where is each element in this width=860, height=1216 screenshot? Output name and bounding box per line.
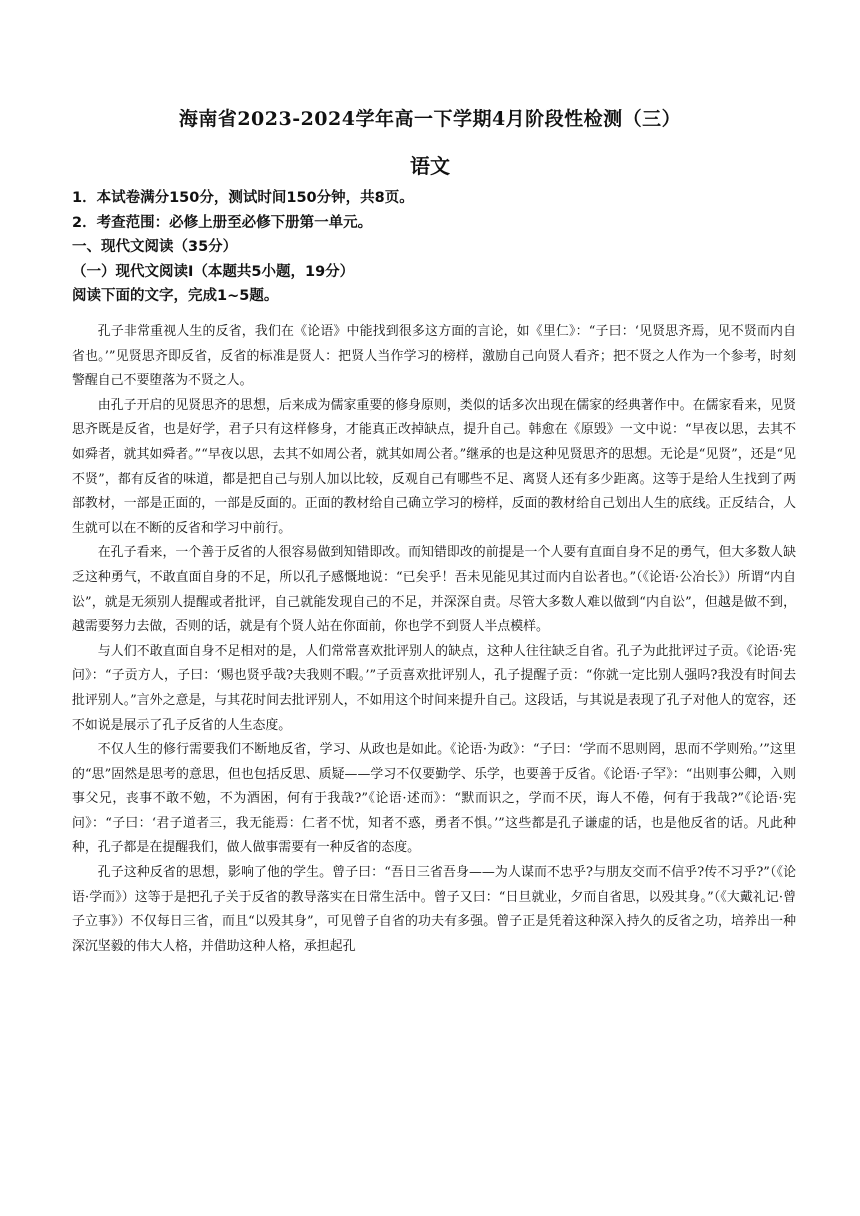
- subject-title: 语文: [410, 154, 450, 178]
- reading-prompt: 阅读下面的文字，完成1~5题。: [72, 288, 279, 304]
- section-subheading: （一）现代文阅读Ⅰ（本题共5小题，19分）: [72, 263, 355, 280]
- exam-title: 海南省2023-2024学年高一下学期4月阶段性检测（三）: [178, 108, 682, 130]
- exam-notes: [72, 186, 796, 309]
- passage-paragraph: 孔子非常重视人生的反省，我们在《论语》中能找到很多这方面的言论，如《里仁》：“子曰：‘见贤思齐焉，见不贤而内自省也。’”见贤思齐即反省，反省的标准是贤人：把贤人当作学习的榜样，激励自己向贤人看齐；把不贤之人作为一个参考，时刻警醒自己不要堕落为不贤之人。: [72, 324, 796, 389]
- instruction-line: 1．本试卷满分150分，测试时间150分钟，共8页。: [72, 190, 414, 206]
- passage-paragraph: 由孔子开启的见贤思齐的思想，后来成为儒家重要的修身原则，类似的话多次出现在儒家的经典著作中。在儒家看来，见贤思齐既是反省，也是好学，君子只有这样修身，才能真正改掉缺点，提升自己。韩愈在《原毁》一文中说：“早夜以思，去其不如舜者，就其如舜者。”“早夜以思，去其不如周公者，就其如周公者。”继承的也是这种见贤思齐的思想。无论是“见贤”，还是“见不贤”，都有反省的味道，都是把自己与别人加以比较，反观自己有哪些不足、离贤人还有多少距离。这等于是给人生找到了两部教材，一部是正面的，一部是反面的。正面的教材给自己确立学习的榜样，反面的教材给自己划出人生的底线。正反结合，人生就可以在不断的反省和学习中前行。: [72, 397, 796, 536]
- passage-paragraph: 在孔子看来，一个善于反省的人很容易做到知错即改。而知错即改的前提是一个人要有直面自身不足的勇气，但大多数人缺乏这种勇气，不敢直面自身的不足，所以孔子感慨地说：“已矣乎！吾未见能见其过而内自讼者也。”（《论语·公冶长》）所谓“内自讼”，就是无须别人提醒或者批评，自己就能发现自己的不足，并深深自责。尽管大多数人难以做到“内自讼”，但越是做不到，越需要努力去做，否则的话，就是有个贤人站在你面前，你也学不到贤人半点模样。: [72, 545, 796, 635]
- passage-paragraph: 与人们不敢直面自身不足相对的是，人们常常喜欢批评别人的缺点，这种人往往缺乏自省。孔子为此批评过子贡。《论语·宪问》：“子贡方人，子曰：‘赐也贤乎哉?夫我则不暇。’”子贡喜欢批评别人，孔子提醒子贡：“你就一定比别人强吗?我没有时间去批评别人。”言外之意是，与其花时间去批评别人，不如用这个时间来提升自己。这段话，与其说是表现了孔子对他人的宽容，还不如说是展示了孔子反省的人生态度。: [72, 643, 796, 733]
- passage-paragraph: 孔子这种反省的思想，影响了他的学生。曾子曰：“吾日三省吾身——为人谋而不忠乎?与朋友交而不信乎?传不习乎?”（《论语·学而》）这等于是把孔子关于反省的教导落实在日常生活中。曾子又曰：“日旦就业，夕而自省思，以殁其身。”（《大戴礼记·曾子立事》）不仅每日三省，而且“以殁其身”，可见曾子自省的功夫有多强。曾子正是凭着这种深入持久的反省之功，培养出一种深沉坚毅的伟大人格，并借助这种人格，承担起孔: [72, 865, 796, 954]
- passage-paragraph: 不仅人生的修行需要我们不断地反省，学习、从政也是如此。《论语·为政》：“子曰：‘学而不思则罔，思而不学则殆。’”这里的“思”固然是思考的意思，但也包括反思、质疑——学习不仅要勤学、乐学，也要善于反省。《论语·子罕》：“出则事公卿，入则事父兄，丧事不敢不勉，不为酒困，何有于我哉?”《论语·述而》：“默而识之，学而不厌，诲人不倦，何有于我哉?”《论语·宪问》：“子曰：‘君子道者三，我无能焉：仁者不忧，知者不惑，勇者不惧。’”这些都是孔子谦虚的话，也是他反省的话。凡此种种，孔子都是在提醒我们，做人做事需要有一种反省的态度。: [72, 742, 796, 856]
- reading-passage: [72, 320, 796, 959]
- section-heading: 一、现代文阅读（35分）: [72, 239, 238, 255]
- instruction-line: 2．考查范围：必修上册至必修下册第一单元。: [72, 214, 373, 231]
